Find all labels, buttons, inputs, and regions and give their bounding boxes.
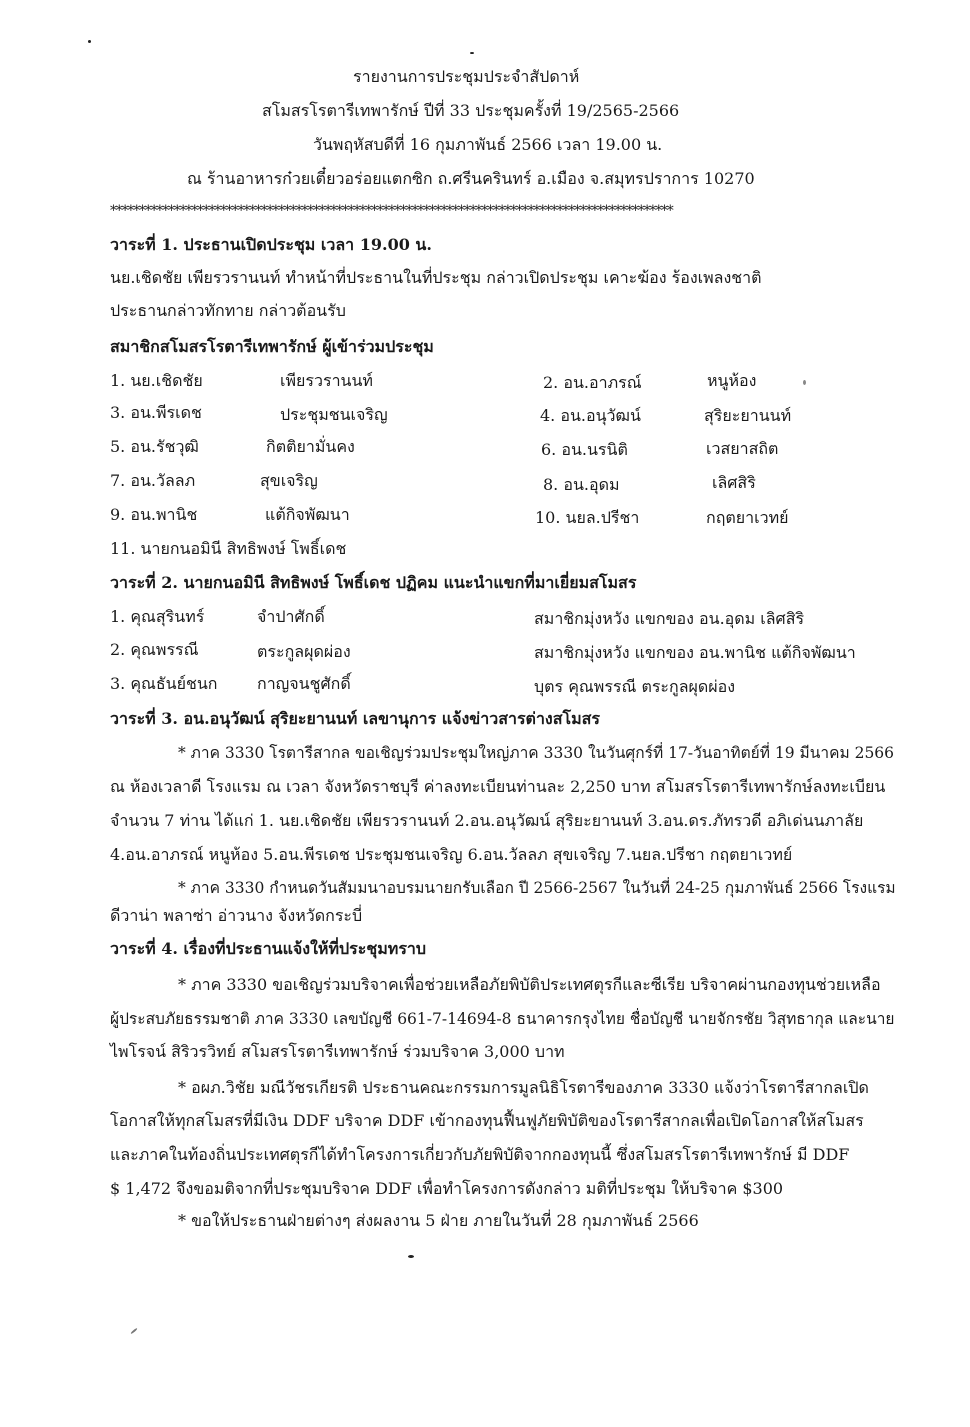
agenda3-text: 4.อน.อาภรณ์ หนูห้อง 5.อน.พีรเดช ประชุมชนเจริญ 6.อน.วัลลภ สุขเจริญ 7.นยล.ปรีชา กฤตยาเวทย์ bbox=[110, 845, 793, 864]
attendee-surname: สุขเจริญ bbox=[260, 471, 318, 490]
separator-line: ************************************************************************************************* bbox=[110, 203, 673, 219]
scan-speck bbox=[130, 1328, 137, 1335]
scan-speck bbox=[88, 40, 91, 43]
attendee-name: 8. อน.อุดม bbox=[543, 475, 620, 494]
attendee-last: 11. นายกนอมินี สิทธิพงษ์ โพธิ์เดช bbox=[110, 539, 347, 558]
guest-note: บุตร คุณพรรณี ตระกูลผุดผ่อง bbox=[534, 677, 736, 696]
guest-note: สมาชิกมุ่งหวัง แขกของ อน.อุดม เลิศสิริ bbox=[534, 609, 805, 628]
guest-name: 2. คุณพรรณี bbox=[110, 640, 199, 659]
agenda3-text: ณ ห้องเวลาดี โรงแรม ณ เวลา จังหวัดราชบุรี ค่าลงทะเบียนท่านละ 2,250 บาท สโมสรโรตารีเทพารักษ์ลงทะเบียน bbox=[110, 777, 886, 796]
agenda3-text: * ภาค 3330 โรตารีสากล ขอเชิญร่วมประชุมใหญ่ภาค 3330 ในวันศุกร์ที่ 17-วันอาทิตย์ที่ 19 มีนาคม 2566 bbox=[178, 744, 895, 762]
agenda4-text: * อผภ.วิชัย มณีวัชรเกียรติ ประธานคณะกรรมการมูลนิธิโรตารีของภาค 3330 แจ้งว่าโรตารีสากลเปิด bbox=[178, 1078, 869, 1097]
guest-note: สมาชิกมุ่งหวัง แขกของ อน.พานิช แต้กิจพัฒนา bbox=[534, 643, 856, 662]
agenda3-text: * ภาค 3330 กำหนดวันสัมมนาอบรมนายกรับเลือก ปี 2566-2567 ในวันที่ 24-25 กุมภาพันธ์ 2566 โรงแรม bbox=[178, 879, 896, 897]
guest-surname: ตระกูลผุดผ่อง bbox=[257, 642, 351, 661]
agenda3-heading: วาระที่ 3. อน.อนุวัฒน์ สุริยะยานนท์ เลขานุการ แจ้งข่าวสารต่างสโมสร bbox=[110, 709, 601, 728]
club-line: สโมสรโรตารีเทพารักษ์ ปีที่ 33 ประชุมครั้งที่ 19/2565-2566 bbox=[262, 101, 680, 120]
attendee-name: 9. อน.พานิช bbox=[110, 505, 198, 524]
agenda4-heading: วาระที่ 4. เรื่องที่ประธานแจ้งให้ที่ประชุมทราบ bbox=[110, 939, 427, 958]
agenda1-line: ประธานกล่าวทักทาย กล่าวต้อนรับ bbox=[110, 301, 346, 320]
attendee-name: 7. อน.วัลลภ bbox=[110, 471, 196, 490]
attendee-surname: กิตติยามั่นคง bbox=[266, 437, 355, 456]
attendee-surname: กฤตยาเวทย์ bbox=[706, 508, 789, 527]
guest-surname: จำปาศักดิ์ bbox=[257, 607, 325, 626]
agenda3-text: จำนวน 7 ท่าน ได้แก่ 1. นย.เชิดชัย เพียรวรานนท์ 2.อน.อนุวัฒน์ สุริยะยานนท์ 3.อน.ดร.ภัทรวดี อภิเด่นนภาลัย bbox=[110, 811, 864, 830]
agenda2-heading: วาระที่ 2. นายกนอมินี สิทธิพงษ์ โพธิ์เดช ปฏิคม แนะนำแขกที่มาเยี่ยมสโมสร bbox=[110, 573, 637, 592]
agenda4-text: ไพโรจน์ สิริวรวิทย์ สโมสรโรตารีเทพารักษ์ ร่วมบริจาค 3,000 บาท bbox=[110, 1042, 565, 1061]
guest-surname: กาญจนชูศักดิ์ bbox=[257, 674, 351, 693]
agenda4-text: โอกาสให้ทุกสโมสรที่มีเงิน DDF บริจาค DDF เข้ากองทุนฟื้นฟูภัยพิบัติของโรตารีสากลเพื่อเปิดโอกาสให้สโมสร bbox=[110, 1111, 864, 1130]
attendee-name: 6. อน.นรนิติ bbox=[541, 440, 628, 459]
attendee-surname: เพียรวรานนท์ bbox=[280, 371, 373, 390]
agenda4-text: * ขอให้ประธานฝ่ายต่างๆ ส่งผลงาน 5 ฝ่าย ภายในวันที่ 28 กุมภาพันธ์ 2566 bbox=[178, 1211, 699, 1230]
agenda1-heading: วาระที่ 1. ประธานเปิดประชุม เวลา 19.00 น. bbox=[110, 235, 432, 254]
agenda4-text: * ภาค 3330 ขอเชิญร่วมบริจาคเพื่อช่วยเหลือภัยพิบัติประเทศตุรกีและซีเรีย บริจาคผ่านกองทุนช่วยเหลือ bbox=[178, 975, 881, 994]
scan-speck bbox=[803, 380, 806, 385]
attendees-heading: สมาชิกสโมสรโรตารีเทพารักษ์ ผู้เข้าร่วมประชุม bbox=[110, 337, 434, 356]
attendee-name: 2. อน.อาภรณ์ bbox=[543, 373, 642, 392]
attendee-surname: แต้กิจพัฒนา bbox=[265, 505, 350, 524]
scan-speck bbox=[408, 1255, 414, 1258]
agenda4-text: ผู้ประสบภัยธรรมชาติ ภาค 3330 เลขบัญชี 661-7-14694-8 ธนาคารกรุงไทย ชื่อบัญชี นายจักรชัย วิสุทธากุล และนาย bbox=[110, 1010, 895, 1028]
agenda4-text: และภาคในท้องถิ่นประเทศตุรกีได้ทำโครงการเกี่ยวกับภัยพิบัติจากกองทุนนี้ ซึ่งสโมสรโรตารีเทพารักษ์ มี DDF bbox=[110, 1145, 850, 1164]
attendee-surname: หนูห้อง bbox=[707, 371, 757, 390]
scan-speck bbox=[470, 52, 474, 54]
attendee-surname: เลิศสิริ bbox=[712, 473, 756, 492]
guest-name: 1. คุณสุรินทร์ bbox=[110, 607, 205, 626]
date-line: วันพฤหัสบดีที่ 16 กุมภาพันธ์ 2566 เวลา 19.00 น. bbox=[313, 135, 663, 154]
agenda3-text: ดีวาน่า พลาซ่า อ่าวนาง จังหวัดกระบี่ bbox=[110, 906, 363, 925]
attendee-name: 5. อน.รัชวุฒิ bbox=[110, 437, 199, 456]
attendee-name: 10. นยล.ปรีชา bbox=[535, 508, 640, 527]
attendee-surname: ประชุมชนเจริญ bbox=[280, 405, 388, 424]
place-line: ณ ร้านอาหารก๋วยเตี๋ยวอร่อยแตกซิก ถ.ศรีนครินทร์ อ.เมือง จ.สมุทรปราการ 10270 bbox=[187, 169, 755, 188]
agenda4-text: $ 1,472 จึงขอมติจากที่ประชุมบริจาค DDF เพื่อทำโครงการดังกล่าว มติที่ประชุม ให้บริจาค $300 bbox=[110, 1179, 784, 1198]
attendee-surname: สุริยะยานนท์ bbox=[704, 406, 792, 425]
attendee-name: 4. อน.อนุวัฒน์ bbox=[540, 406, 641, 425]
attendee-name: 3. อน.พีรเดช bbox=[110, 403, 202, 422]
guest-name: 3. คุณธันย์ชนก bbox=[110, 674, 218, 693]
attendee-surname: เวสยาสถิต bbox=[706, 439, 779, 458]
report-title: รายงานการประชุมประจำสัปดาห์ bbox=[353, 67, 580, 86]
attendee-name: 1. นย.เชิดชัย bbox=[110, 371, 203, 390]
agenda1-line: นย.เชิดชัย เพียรวรานนท์ ทำหน้าที่ประธานในที่ประชุม กล่าวเปิดประชุม เคาะฆ้อง ร้องเพลงชาติ bbox=[110, 268, 762, 287]
